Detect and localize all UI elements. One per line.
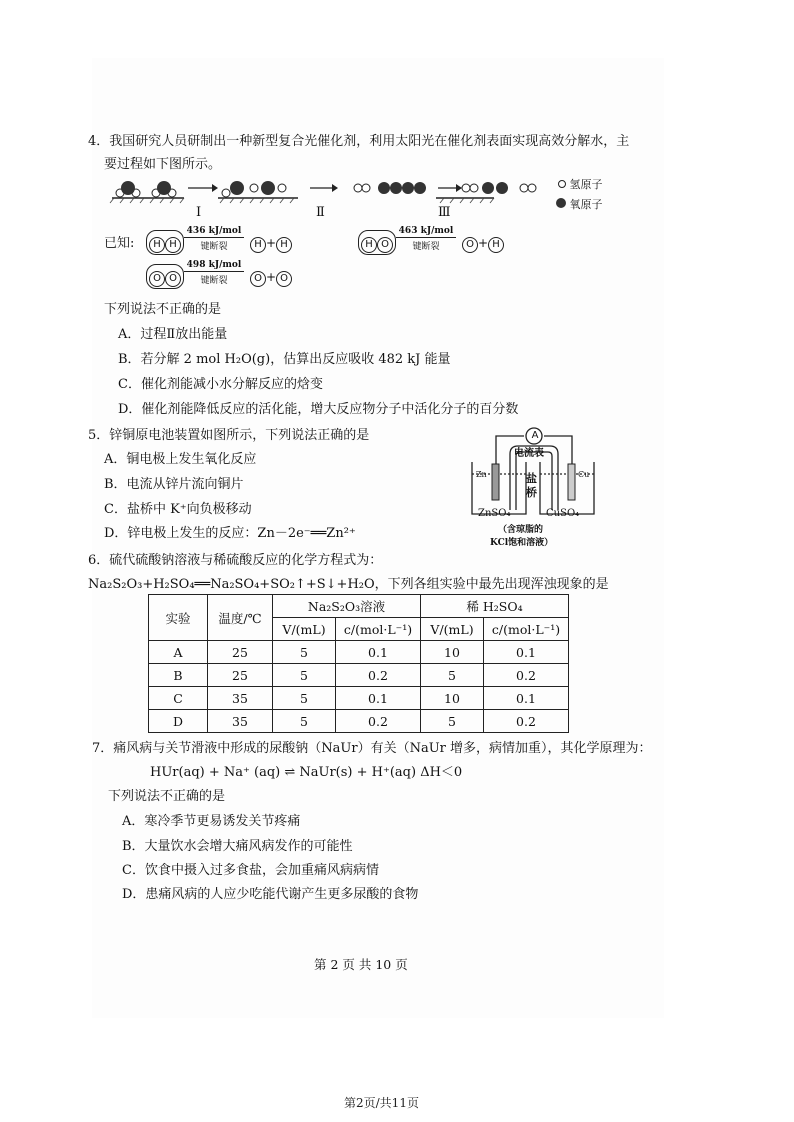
- table-row: A 25 5 0.1 10 0.1: [149, 641, 569, 664]
- salt-bridge-caption-2: KCl饱和溶液）: [490, 538, 554, 548]
- salt-bridge-label-1: 盐: [526, 472, 537, 485]
- process-label-3: Ⅲ: [438, 205, 451, 220]
- q7-equation: HUr(aq) + Na⁺ (aq) ⇌ NaUr(s) + H⁺(aq) ΔH＜0: [150, 765, 463, 780]
- page-indicator: 第2页/共11页: [344, 1096, 419, 1110]
- page-footer: 第 2 页 共 10 页: [314, 957, 408, 972]
- hh-bond: H H: [146, 230, 184, 255]
- q5-option-b: B．电流从锌片流向铜片: [104, 477, 244, 492]
- q4-option-c: C．催化剂能减小水分解反应的焓变: [118, 377, 323, 392]
- q5-option-a: A．铜电极上发生氧化反应: [104, 452, 257, 467]
- oo-energy-arrow: 498 kJ/mol 键断裂: [184, 260, 244, 286]
- known-label: 已知:: [104, 236, 135, 251]
- q5-option-c: C．盐桥中 K⁺向负极移动: [104, 502, 252, 517]
- q4-option-d: D．催化剂能降低反应的活化能，增大反应物分子中活化分子的百分数: [118, 402, 519, 417]
- th-temperature: 温度/℃: [208, 595, 273, 641]
- legend-hydrogen: 氢原子: [558, 176, 603, 192]
- legend-oxygen: 氧原子: [556, 196, 603, 212]
- q7-option-c: C．饮食中摄入过多食盐，会加重痛风病病情: [122, 863, 379, 878]
- table-row: B 25 5 0.2 5 0.2: [149, 664, 569, 687]
- q7-option-d: D．患痛风病的人应少吃能代谢产生更多尿酸的食物: [122, 887, 419, 902]
- ho-energy-arrow: 463 kJ/mol 键断裂: [396, 226, 456, 252]
- hydrogen-atom-icon: [558, 180, 566, 188]
- ammeter-icon: A: [531, 430, 539, 441]
- hh-products: H + H: [250, 232, 292, 253]
- th-experiment: 实验: [149, 595, 208, 641]
- process-label-1: Ⅰ: [196, 205, 202, 220]
- q4-option-a: A．过程Ⅱ放出能量: [118, 327, 228, 342]
- q4-option-b: B．若分解 2 mol H₂O(g)，估算出反应吸收 482 kJ 能量: [118, 352, 451, 367]
- zn-electrode-label: Zn: [476, 470, 487, 479]
- cuso4-label: CuSO₄: [546, 508, 580, 519]
- q6-table: [148, 594, 569, 733]
- ho-products: O + H: [462, 232, 504, 253]
- q6-stem: 6．硫代硫酸钠溶液与稀硫酸反应的化学方程式为：: [88, 553, 383, 568]
- oo-bond: O O: [146, 264, 184, 289]
- table-row: C 35 5 0.1 10 0.1: [149, 687, 569, 710]
- cu-electrode-label: Cu: [578, 470, 590, 479]
- salt-bridge-label-2: 桥: [526, 486, 537, 499]
- th-concentration: c/(mol·L⁻¹): [336, 618, 421, 641]
- q4-stem-line1: 4．我国研究人员研制出一种新型复合光催化剂，利用太阳光在催化剂表面实现高效分解水，主: [88, 134, 630, 149]
- q7-question: 下列说法不正确的是: [108, 789, 226, 804]
- th-volume: V/(mL): [421, 618, 484, 641]
- oo-products: O + O: [250, 266, 292, 287]
- oxygen-atom-icon: [556, 198, 566, 208]
- ammeter-label: 电流表: [514, 448, 544, 459]
- process-label-2: Ⅱ: [316, 205, 325, 220]
- table-row: D 35 5 0.2 5 0.2: [149, 710, 569, 733]
- th-concentration: c/(mol·L⁻¹): [484, 618, 569, 641]
- q7-option-b: B．大量饮水会增大痛风病发作的可能性: [122, 839, 353, 854]
- hh-energy-arrow: 436 kJ/mol 键断裂: [184, 226, 244, 252]
- th-na2s2o3: Na₂S₂O₃溶液: [273, 595, 421, 618]
- ho-bond: H O: [358, 230, 396, 255]
- q5-option-d: D．锌电极上发生的反应：Zn－2e⁻══Zn²⁺: [104, 526, 356, 541]
- th-volume: V/(mL): [273, 618, 336, 641]
- th-h2so4: 稀 H₂SO₄: [421, 595, 569, 618]
- q4-question: 下列说法不正确的是: [104, 302, 222, 317]
- znso4-label: ZnSO₄: [478, 508, 511, 519]
- q7-option-a: A．寒冷季节更易诱发关节疼痛: [122, 814, 301, 829]
- salt-bridge-caption-1: （含琼脂的: [498, 525, 544, 535]
- q6-equation: Na₂S₂O₃+H₂SO₄══Na₂SO₄+SO₂↑+S↓+H₂O，下列各组实验中最先出现浑浊现象的是: [88, 577, 609, 592]
- q7-stem: 7．痛风病与关节滑液中形成的尿酸钠（NaUr）有关（NaUr 增多，病情加重），其化学原理为：: [92, 741, 652, 756]
- q5-stem: 5．锌铜原电池装置如图所示，下列说法正确的是: [88, 428, 370, 443]
- q4-stem-line2: 要过程如下图所示。: [104, 157, 222, 172]
